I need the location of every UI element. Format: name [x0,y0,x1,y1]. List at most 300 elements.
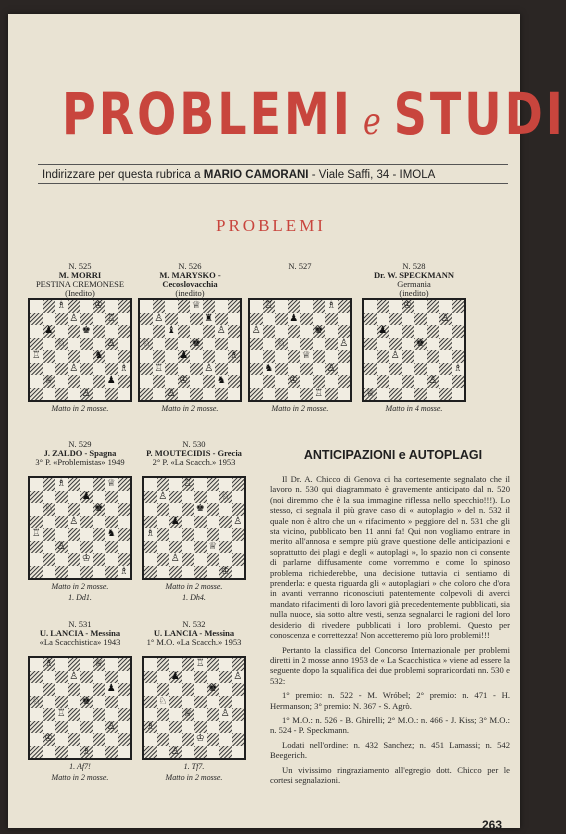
board-square [427,313,440,326]
board-square [313,363,326,376]
board-square [275,325,288,338]
chess-piece: ♕ [208,540,218,552]
board-square [105,478,118,491]
article-paragraph: Il Dr. A. Chicco di Genova ci ha cortesemente segnalato che il lavoro n. 530 qui diagrammato è gravemente anticipato dal n. 520 (noi diremmo che è la sua immagine riflessa nello specchio!!!). Lo stesso, ci segnala il più grave caso di « autoplagio » del n. 532 il quale non è altro che un « rifacimento » peggiore del n. 531 che gli sta vicino, pubblicato ben 11 anni fa! Qui non vogliamo entrare in merito all'annosa e sempre più grave questione delle anticipazioni e soprattutto dei plagi e degli « autoplagi », lo spazio non ci consente di parlarne diffusamente come vorremmo e come lo spinoso problema richiederebbe, una decisione tuttavia ci sentiamo di prenderla: e questa riguarda gli « autoplagiari » che coloro che d'ora in avanti verranno riconosciuti patentemente colpevoli di averci mandato rifacimenti di loro lavori già precedentemente pubblicati, sia nulla nuoce, sia sotto altre vesti, senza segnalarci le ragioni del loro desiderio di rivedere pubblicati i loro problemi. Questo per conoscenza e correttezza! Non accetteremo più loro problemi!!! [270,474,510,641]
chess-piece: ♖ [183,478,193,490]
chess-piece: ♜ [204,312,214,324]
board-square [190,375,203,388]
board-square [68,658,81,671]
article-paragraph: 1° M.O.: n. 526 - B. Ghirelli; 2° M.O.: n. 466 - J. Kiss; 3° M.O.: n. 524 - P. Speckmann. [270,714,510,736]
board-square [93,363,106,376]
board-square [169,528,182,541]
board-square [30,683,43,696]
chess-piece: ♞ [106,528,116,540]
board-square [157,658,170,671]
board-square [207,553,220,566]
board-square [182,721,195,734]
board-square [118,313,131,326]
board-square [118,388,131,401]
problem-stipulation: Matto in 2 mosse. [51,773,109,782]
board-square [250,350,263,363]
problem-solution: 1. Dd1. [68,593,92,602]
board-square [80,721,93,734]
board-square [68,696,81,709]
board-square [194,503,207,516]
board-square [68,491,81,504]
chess-piece: ♖ [31,528,41,540]
problem-solution: 1. Af7! [69,762,91,771]
board-square [68,528,81,541]
board-square [30,528,43,541]
board-square [219,516,232,529]
problem-number: N. 532 [182,619,206,629]
board-square [80,503,93,516]
board-square [219,658,232,671]
board-square [93,388,106,401]
board-square [30,733,43,746]
board-square [30,708,43,721]
chess-piece: ♕ [301,350,311,362]
board-square [144,708,157,721]
board-square [194,541,207,554]
board-square [300,313,313,326]
board-square [207,671,220,684]
board-square [325,375,338,388]
board-square [182,746,195,759]
board-square [207,478,220,491]
board-square [219,733,232,746]
board-square [402,300,415,313]
chess-board [248,298,352,402]
board-square [68,733,81,746]
chess-piece: ♕ [94,658,104,670]
masthead-left: PROBLEMI [62,80,353,148]
board-square [300,388,313,401]
chess-piece: ♙ [69,670,79,682]
board-square [232,528,245,541]
board-square [300,325,313,338]
problem-source: 2° P. «La Scacch.» 1953 [152,457,236,467]
masthead [62,80,566,168]
chess-piece: ♚ [415,337,425,349]
board-square [140,363,153,376]
board-square [338,350,351,363]
board-square [203,375,216,388]
problem-529 [24,440,136,602]
chess-piece: ♙ [106,720,116,732]
board-square [288,388,301,401]
board-square [389,300,402,313]
board-square [105,708,118,721]
board-square [275,313,288,326]
board-square [118,516,131,529]
board-square [377,388,390,401]
board-square [55,503,68,516]
board-square [118,478,131,491]
board-square [55,683,68,696]
board-square [93,746,106,759]
chess-piece: ♖ [264,300,274,312]
chess-piece: ♟ [170,670,180,682]
board-square [68,516,81,529]
board-square [427,375,440,388]
board-square [118,541,131,554]
board-square [43,478,56,491]
board-square [118,503,131,516]
board-square [55,696,68,709]
board-square [182,733,195,746]
chess-piece: ♔ [179,375,189,387]
board-square [140,338,153,351]
board-square [219,528,232,541]
board-square [80,491,93,504]
board-square [30,363,43,376]
board-square [93,491,106,504]
board-square [194,566,207,579]
board-square [118,721,131,734]
board-square [414,325,427,338]
board-square [219,708,232,721]
chess-piece: ♗ [453,362,463,374]
board-square [313,338,326,351]
board-square [414,375,427,388]
board-square [118,491,131,504]
board-square [43,733,56,746]
board-square [190,363,203,376]
board-square [338,375,351,388]
board-square [364,388,377,401]
chess-piece: ♔ [195,733,205,745]
chess-piece: ♗ [81,745,91,757]
board-square [118,300,131,313]
board-square [275,388,288,401]
board-square [275,375,288,388]
board-square [232,553,245,566]
board-square [402,388,415,401]
board-square [118,375,131,388]
board-square [207,696,220,709]
board-square [157,553,170,566]
chess-piece: ♙ [326,362,336,374]
board-square [153,388,166,401]
problem-530 [138,440,250,602]
chess-piece: ♟ [289,312,299,324]
board-square [140,375,153,388]
board-square [250,363,263,376]
problem-author: M. MARYSKO - Cecoslovacchia [159,270,221,289]
board-square [105,491,118,504]
board-square [338,300,351,313]
board-square [118,350,131,363]
board-square [250,388,263,401]
board-square [157,528,170,541]
board-square [93,503,106,516]
board-square [452,300,465,313]
chess-piece: ♙ [69,312,79,324]
board-square [194,553,207,566]
board-square [263,313,276,326]
board-square [263,300,276,313]
board-square [325,313,338,326]
board-square [194,696,207,709]
board-square [105,325,118,338]
board-square [207,721,220,734]
board-square [263,375,276,388]
problem-source: 3° P. «Problemistas» 1949 [35,457,125,467]
board-square [144,733,157,746]
board-square [144,746,157,759]
problem-source: (inedito) [175,288,205,298]
problem-stipulation: Matto in 2 mosse. [271,404,329,413]
board-square [228,338,241,351]
board-square [118,708,131,721]
masthead-right: STUDI [393,80,566,148]
board-square [169,491,182,504]
board-square [377,325,390,338]
board-square [288,375,301,388]
board-square [232,721,245,734]
problem-source: PESTINA CREMONESE [35,279,125,289]
board-square [55,300,68,313]
board-square [43,325,56,338]
board-square [93,671,106,684]
board-square [68,553,81,566]
board-square [157,671,170,684]
board-square [43,491,56,504]
problem-stipulation: Matto in 2 mosse. [161,404,219,413]
board-square [93,553,106,566]
problem-author: U. LANCIA - Messina [153,628,235,638]
board-square [105,388,118,401]
board-square [377,313,390,326]
board-square [232,658,245,671]
board-square [165,350,178,363]
problem-stipulation: Matto in 4 mosse. [385,404,443,413]
board-square [219,566,232,579]
problem-note: (inedito) [399,288,429,298]
board-square [219,491,232,504]
board-square [232,696,245,709]
board-square [93,733,106,746]
article-paragraph: Lodati nell'ordine: n. 432 Sanchez; n. 451 Lamassi; n. 542 Beegerich. [270,739,510,761]
board-square [144,683,157,696]
board-square [105,528,118,541]
board-square [182,478,195,491]
board-square [232,733,245,746]
board-square [93,696,106,709]
board-square [43,566,56,579]
board-square [228,388,241,401]
board-square [80,338,93,351]
chess-piece: ♕ [106,478,116,490]
chess-piece: ♘ [158,695,168,707]
board-square [105,375,118,388]
problem-stipulation: Matto in 2 mosse. [165,582,223,591]
board-square [93,721,106,734]
board-square [194,746,207,759]
board-square [427,338,440,351]
board-square [194,683,207,696]
board-square [439,338,452,351]
board-square [439,313,452,326]
board-square [288,363,301,376]
board-square [338,313,351,326]
board-square [169,553,182,566]
board-square [80,363,93,376]
board-square [364,325,377,338]
board-square [178,300,191,313]
board-square [30,491,43,504]
board-square [55,375,68,388]
board-square [178,388,191,401]
chess-piece: ♗ [326,300,336,312]
board-square [389,338,402,351]
board-square [157,541,170,554]
board-square [140,350,153,363]
board-square [165,325,178,338]
board-square [30,553,43,566]
board-square [118,683,131,696]
board-square [80,733,93,746]
chess-piece: ♖ [314,387,324,399]
board-square [452,350,465,363]
board-square [364,313,377,326]
board-square [144,721,157,734]
board-square [80,553,93,566]
chess-piece: ♘ [276,337,286,349]
board-square [68,746,81,759]
board-square [250,313,263,326]
board-square [68,350,81,363]
board-square [194,516,207,529]
board-square [215,300,228,313]
board-square [80,696,93,709]
board-square [190,388,203,401]
board-square [203,313,216,326]
board-square [80,350,93,363]
board-square [182,708,195,721]
board-square [207,516,220,529]
chess-piece: ♙ [251,325,261,337]
board-square [263,363,276,376]
board-square [165,313,178,326]
board-square [157,683,170,696]
board-square [190,313,203,326]
board-square [30,721,43,734]
chess-piece: ♙ [390,350,400,362]
section-title: PROBLEMI [216,216,326,235]
chess-piece: ♘ [44,503,54,515]
board-square [55,658,68,671]
board-square [215,313,228,326]
board-square [105,300,118,313]
board-square [105,503,118,516]
board-square [55,325,68,338]
problem-stipulation: Matto in 2 mosse. [51,582,109,591]
board-square [55,566,68,579]
board-square [55,708,68,721]
board-square [389,363,402,376]
board-square [452,375,465,388]
chess-piece: ♗ [229,350,239,362]
board-square [80,300,93,313]
board-square [313,388,326,401]
board-square [43,350,56,363]
board-square [414,313,427,326]
chess-piece: ♙ [233,515,243,527]
board-square [219,721,232,734]
board-square [288,300,301,313]
board-square [288,325,301,338]
problem-number: N. 531 [68,619,92,629]
board-square [439,363,452,376]
board-square [232,478,245,491]
board-square [144,658,157,671]
board-square [414,300,427,313]
chess-board [142,656,246,760]
board-square [190,350,203,363]
chess-piece: ♙ [81,387,91,399]
board-square [169,683,182,696]
board-square [80,528,93,541]
board-square [140,388,153,401]
board-square [43,363,56,376]
board-square [389,350,402,363]
board-square [190,300,203,313]
problem-author: U. LANCIA - Messina [39,628,121,638]
board-square [182,683,195,696]
address-bar [38,164,508,184]
board-square [169,658,182,671]
address-suffix: - Viale Saffi, 34 - IMOLA [311,169,436,181]
board-square [377,363,390,376]
board-square [68,671,81,684]
board-square [140,300,153,313]
chess-piece: ♙ [204,362,214,374]
board-square [30,696,43,709]
board-square [178,313,191,326]
board-square [68,683,81,696]
board-square [232,491,245,504]
chess-piece: ♙ [216,325,226,337]
board-square [250,300,263,313]
board-square [105,658,118,671]
board-square [178,375,191,388]
chess-piece: ♞ [94,350,104,362]
board-square [157,566,170,579]
board-square [182,491,195,504]
board-square [144,566,157,579]
board-square [157,746,170,759]
board-square [80,478,93,491]
board-square [43,683,56,696]
board-square [178,338,191,351]
board-square [288,313,301,326]
chess-piece: ♟ [106,375,116,387]
board-square [250,325,263,338]
chess-piece: ♚ [314,325,324,337]
board-square [194,478,207,491]
board-square [300,300,313,313]
problem-526 [134,262,246,413]
board-square [153,375,166,388]
board-square [43,746,56,759]
board-square [105,721,118,734]
board-square [93,300,106,313]
board-square [68,300,81,313]
problem-author: Dr. W. SPECKMANN [374,270,454,280]
board-square [68,363,81,376]
